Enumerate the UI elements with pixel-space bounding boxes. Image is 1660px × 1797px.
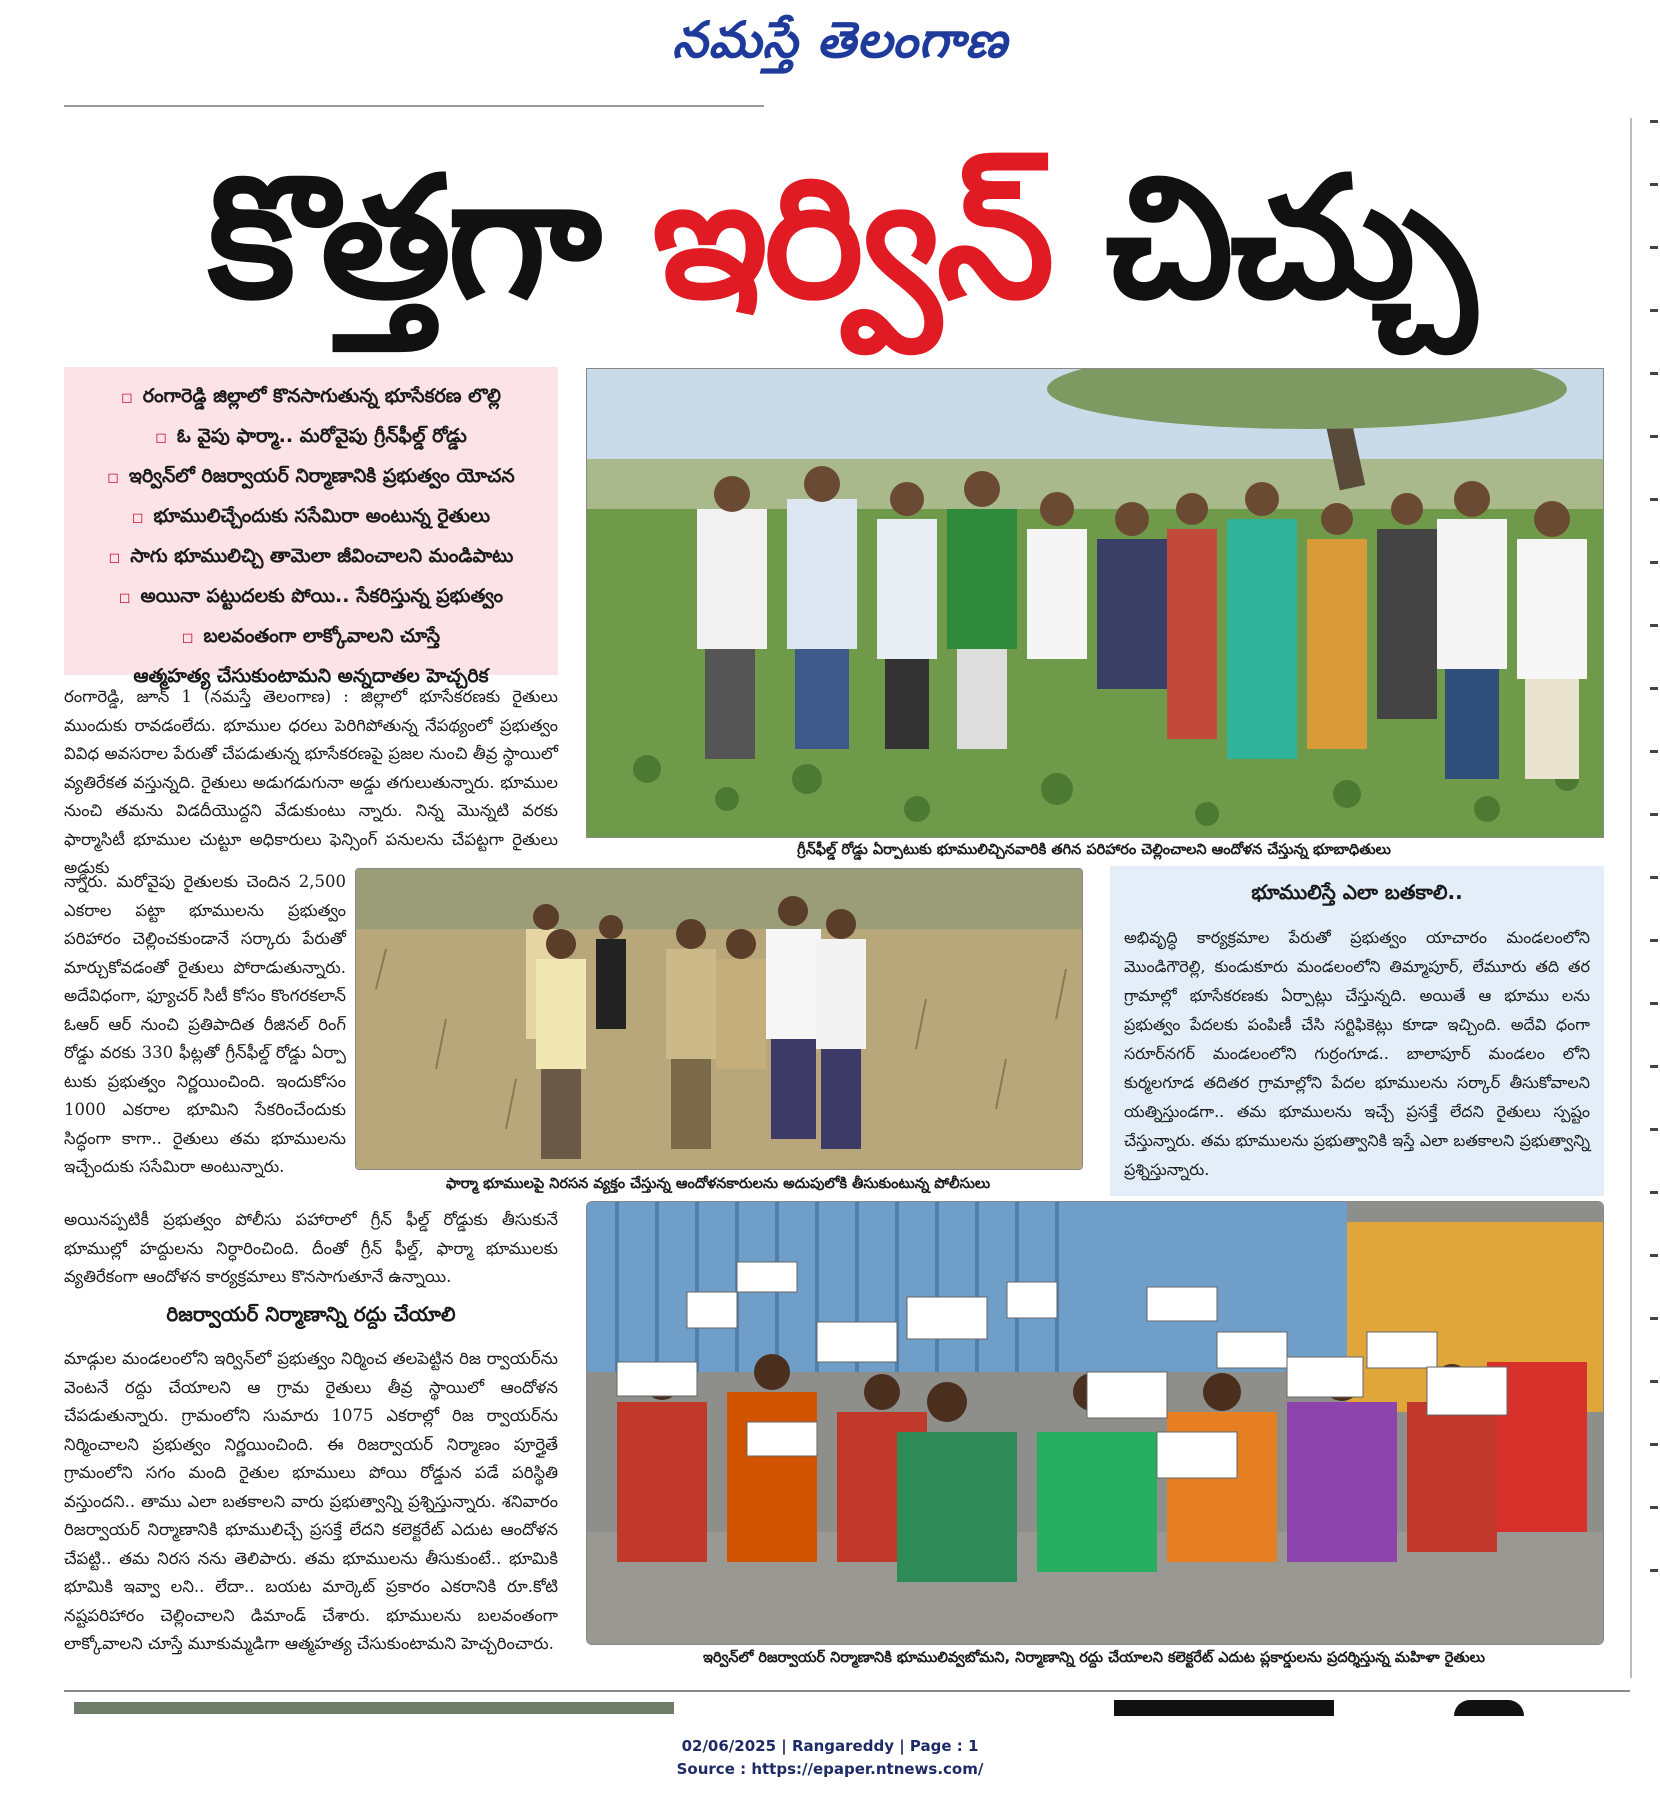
bullet-icon: ◻ <box>181 630 194 646</box>
headline-part-1: కొత్తగా <box>207 140 653 336</box>
bottom-rule <box>64 1690 1630 1692</box>
article-paragraph-1b: న్నారు. మరోవైపు రైతులకు చెందిన 2,500 ఎకరాల పట్టా భూములను ప్రభుత్వం పరిహారం చెల్లించకుండానే సర్కారు పేరుతో మార్చుకోవడంతో రైతులు పోరాడుతున్నారు. అదేవిధంగా, ఫ్యూచర్ సిటీ కోసం కొంగరకలాన్ ఓఆర్ ఆర్ నుంచి ప్రతిపాదిత రీజినల్ రింగ్ రోడ్డు వరకు 330 ఫీట్లతో గ్రీన్‌ఫీల్డ్ రోడ్డు ఏర్పా టుకు ప్రభుత్వం నిర్ణయించింది. ఇందుకోసం 1000 ఎకరాల భూమిని సేకరించేందుకు సిద్ధంగా కాగా.. రైతులు తమ భూములను ఇచ్చేందుకు ససేమిరా అంటున్నారు. <box>64 872 346 1176</box>
photo-caption-1: గ్రీన్‌ఫీల్డ్ రోడ్డు ఏర్పాటుకు భూములిచ్చినవారికి తగిన పరిహారం చెల్లించాలని ఆందోళన చేస్తున్న భూబాధితులు <box>797 842 1391 858</box>
summary-point: ఆత్మహత్య చేసుకుంటామని అన్నదాతల హెచ్చరిక <box>133 665 489 687</box>
footer-date-page: 02/06/2025 | Rangareddy | Page : 1 <box>681 1737 979 1755</box>
photo-caption-2: ఫార్మా భూములపై నిరసన వ్యక్తం చేస్తున్న ఆందోళనకారులను అదుపులోకి తీసుకుంటున్న పోలీసులు <box>445 1176 991 1192</box>
footer-source: Source : https://epaper.ntnews.com/ <box>676 1760 984 1778</box>
headline-part-3: చిచ్చు <box>1050 140 1473 336</box>
summary-point: ◻ ఇర్విన్‌లో రిజర్వాయర్ నిర్మాణానికి ప్రభుత్వం యోచన <box>107 465 515 487</box>
sidebar-box <box>1110 866 1604 1196</box>
sidebar-text: అభివృద్ధి కార్యక్రమాల పేరుతో ప్రభుత్వం యాచారం మండలంలోని మొండిగౌరెల్లి, కుండుకూరు మండలంలోని తిమ్మాపూర్, లేమూరు తది తర గ్రామాల్లో భూసేకరణకు ఏర్పాట్లు చేస్తున్నది. అయితే ఆ భూము లను ప్రభుత్వం పేదలకు పంపిణీ చేసి సర్టిఫికెట్లు కూడా ఇచ్చింది. అదేవి ధంగా సరూర్‌నగర్ మండలంలోని గుర్రంగూడ.. బాలాపూర్ మండలం లోని కుర్మలగూడ తదితర గ్రామాల్లోని పేదల భూములను సర్కార్ తీసుకోవాలని యత్నిస్తుండగా.. తమ భూములను ఇచ్చే ప్రసక్తే లేదని రైతులు స్పష్టం చేస్తున్నారు. తమ భూములను ప్రభుత్వానికి ఇస్తే ఎలా బతకాలని ప్రభుత్వాన్ని ప్రశ్నిస్తున్నారు. <box>1124 928 1590 1179</box>
photo-police-detaining <box>355 868 1083 1170</box>
next-article-edge <box>64 1700 1564 1718</box>
subheading-reservoir: రిజర్వాయర్ నిర్మాణాన్ని రద్దు చేయాలి <box>166 1302 456 1326</box>
article-paragraph-1c: అయినప్పటికీ ప్రభుత్వం పోలీసు పహారాలో గ్రీన్ ఫీల్డ్ రోడ్డుకు తీసుకునే భూముల్లో హద్దులను నిర్ధారించింది. దీంతో గ్రీన్ ఫీల్డ్, ఫార్మా భూములకు వ్యతిరేకంగా ఆందోళన కార్యక్రమాలు కొనసాగుతూనే ఉన్నాయి. <box>64 1210 558 1286</box>
article-paragraph-2: మాడ్గుల మండలంలోని ఇర్విన్‌లో ప్రభుత్వం నిర్మించ తలపెట్టిన రిజ ర్వాయర్‌ను వెంటనే రద్దు చేయాలని ఆ గ్రామ రైతులు తీవ్ర స్థాయిలో ఆందోళన చేపడుతున్నారు. గ్రామంలోని సుమారు 1075 ఎకరాల్లో రిజ ర్వాయర్‌ను నిర్మించాలని ప్రభుత్వం నిర్ణయించింది. ఈ రిజర్వాయర్ నిర్మాణం పూర్తైతే గ్రామంలోని సగం మంది రైతుల భూములు పోయి రోడ్డున పడే పరిస్థితి వస్తుందని.. తాము ఎలా బతకాలని వారు ప్రభుత్వాన్ని ప్రశ్నిస్తున్నారు. శనివారం రిజర్వాయర్ నిర్మాణానికి భూములిచ్చే ప్రసక్తే లేదని కలెక్టరేట్ ఎదుట ఆందోళన చేపట్టి.. తమ నిరస నను తెలిపారు. తమ భూములను తీసుకుంటే.. భూమికి భూమికి ఇవ్వా లని.. లేదా.. బయట మార్కెట్ ప్రకారం ఎకరానికి రూ.కోటి నష్టపరిహారం చెల్లించాలని డిమాండ్ చేశారు. భూములను బలవంతంగా లాక్కోవాలని చూస్తే మూకుమ్మడిగా ఆత్మహత్య చేసుకుంటామని హెచ్చరించారు. <box>64 1349 558 1653</box>
column-rule-right <box>1630 118 1632 1678</box>
bullet-icon: ◻ <box>131 510 144 526</box>
photo-caption-3: ఇర్విన్‌లో రిజర్వాయర్ నిర్మాణానికి భూములివ్వబోమని, నిర్మాణాన్ని రద్దు చేయాలని కలెక్టరేట్ ఎదుట ప్లకార్డులను ప్రదర్శిస్తున్న మహిళా రైతులు <box>703 1650 1485 1666</box>
bullet-icon: ◻ <box>108 550 121 566</box>
bullet-icon: ◻ <box>118 590 131 606</box>
adjacent-article-edge <box>1648 120 1660 1680</box>
headline-part-2: ఇర్విన్ <box>652 140 1051 336</box>
summary-point: ◻ రంగారెడ్డి జిల్లాలో కొనసాగుతున్న భూసేకరణ లొల్లి <box>121 385 501 407</box>
photo-women-placards <box>586 1201 1604 1645</box>
photo-field-protest-image <box>587 369 1603 837</box>
photo-field-protest <box>586 368 1604 838</box>
article-paragraph-1: రంగారెడ్డి, జూన్ 1 (నమస్తే తెలంగాణ) : జిల్లాలో భూసేకరణకు రైతులు ముందుకు రావడంలేదు. భూముల ధరలు పెరిగిపోతున్న నేపథ్యంలో ప్రభుత్వం వివిధ అవసరాల పేరుతో చేపడుతున్న భూసేకరణపై ప్రజల నుంచి తీవ్ర స్థాయిలో వ్యతిరేకత వస్తున్నది. రైతులు అడుగడుగునా అడ్డు తగులుతున్నారు. భూముల నుంచి తమను విడదీయొద్దని వేడుకుంటు న్నారు. నిన్న మొన్నటి వరకు ఫార్మాసిటీ భూముల చుట్టూ అధికారులు ఫెన్సింగ్ పనులను చేపట్టగా రైతులు అడ్డుకు <box>64 687 558 877</box>
bullet-icon: ◻ <box>155 430 167 446</box>
masthead-logo: నమస్తే తెలంగాణ <box>672 10 1008 69</box>
headline <box>60 118 1620 378</box>
summary-point: ◻ సాగు భూములిచ్చి తామెలా జీవించాలని మండిపాటు <box>108 545 514 567</box>
summary-box <box>64 367 558 687</box>
summary-point: ◻ అయినా పట్టుదలకు పోయి.. సేకరిస్తున్న ప్రభుత్వం <box>118 585 504 607</box>
bullet-icon: ◻ <box>121 390 133 406</box>
sidebar-title: భూములిస్తే ఎలా బతకాలి.. <box>1251 880 1463 904</box>
photo-police-detaining-image <box>356 869 1082 1169</box>
summary-point: ◻ బలవంతంగా లాక్కోవాలని చూస్తే <box>181 625 441 647</box>
footer <box>0 1735 1660 1781</box>
summary-point: ◻ భూములిచ్చేందుకు ససేమిరా అంటున్న రైతులు <box>131 505 491 527</box>
bullet-icon: ◻ <box>107 470 119 486</box>
photo-women-placards-image <box>587 1202 1603 1644</box>
top-rule <box>64 105 764 107</box>
summary-point: ◻ ఓ వైపు ఫార్మా.. మరోవైపు గ్రీన్‌ఫీల్డ్ రోడ్డు <box>155 425 467 447</box>
